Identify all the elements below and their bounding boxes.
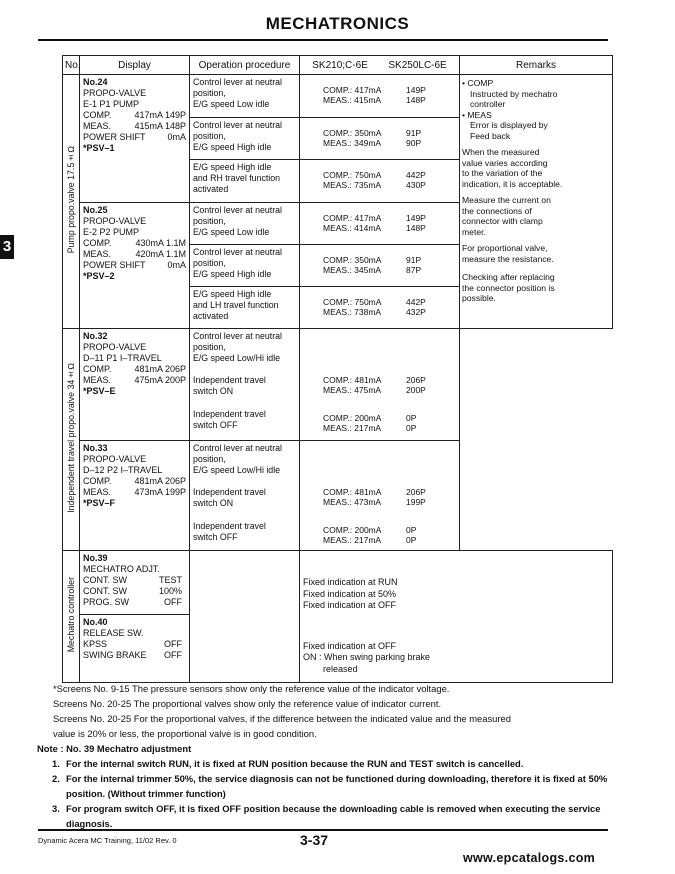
spec-table xyxy=(62,55,613,683)
col-display: Display xyxy=(80,56,190,75)
group-pump xyxy=(63,75,80,329)
footer-source: Dynamic Acera MC Training, 11/02 Rev. 0 xyxy=(38,836,177,845)
display-cell: No.24 PROPO-VALVE E-1 P1 PUMP COMP. 417mA 149P MEAS. 415mA 148P POWER SHIFT 0mA *PSV–1 xyxy=(80,75,190,203)
spec-cell: COMP.: 417mA 149P MEAS.: 414mA 148P xyxy=(300,203,460,245)
op-cell: Independent travel switch ON xyxy=(190,373,300,407)
op-cell: Control lever at neutral position, E/G speed High idle xyxy=(190,245,300,287)
spec-cell: COMP.: 750mA 442P MEAS.: 738mA 432P xyxy=(300,287,460,329)
table-row xyxy=(63,75,613,118)
col-sk250: SK250LC-6E xyxy=(388,59,447,71)
group-label: Mechatro controller xyxy=(65,577,76,653)
group-mechatro xyxy=(63,551,80,683)
col-no: No. xyxy=(63,56,80,75)
op-cell: Control lever at neutral position, E/G speed High idle xyxy=(190,118,300,160)
spec-cell: COMP.: 481mA 206P MEAS.: 473mA 199P COMP.: 200mA 0P MEAS.: 217mA 0P xyxy=(300,441,460,551)
col-operation: Operation procedure xyxy=(190,56,300,75)
op-cell xyxy=(190,551,300,683)
indication-cell: Fixed indication at RUN Fixed indication at 50% Fixed indication at OFF xyxy=(300,551,613,615)
op-cell: Independent travel switch OFF xyxy=(190,519,300,551)
chapter-tab: 3 xyxy=(0,235,14,259)
table-row xyxy=(63,329,613,373)
op-cell: E/G speed High idle and LH travel function activated xyxy=(190,287,300,329)
op-cell: Control lever at neutral position, E/G speed Low/Hi idle xyxy=(190,441,300,485)
op-cell: Independent travel switch ON xyxy=(190,485,300,519)
group-label: Pump propo.valve 17.5±Ω xyxy=(65,146,76,254)
op-cell: E/G speed High idle and RH travel function activated xyxy=(190,160,300,203)
page-title: MECHATRONICS xyxy=(265,14,410,33)
page-number: 3-37 xyxy=(300,832,329,848)
remarks-cell: • COMP Instructed by mechatro controller • MEAS Error is displayed by Feed back When the measured value varies according to the variation of the indication, it is acceptable. Measure the current on the connections of connector with clamp meter. For proportional valve, measure the resistance. Checking after replacing the connector position is possible. xyxy=(460,75,613,329)
group-label: Independent travel propo.valve 34±Ω xyxy=(65,363,76,513)
header-row xyxy=(63,56,613,75)
note-item: 2. For the internal trimmer 50%, the service diagnosis can not be functioned during downloading, therefore it is fixed at 50% position. (Without trimmer function) xyxy=(52,773,608,799)
display-cell: No.32 PROPO-VALVE D–11 P1 I–TRAVEL COMP. 481mA 206P MEAS. 475mA 200P *PSV–E xyxy=(80,329,190,441)
col-sk210: SK210;C-6E xyxy=(312,59,368,71)
indication-cell: Fixed indication at OFF ON : When swing parking brake released xyxy=(300,615,613,683)
note-item: 1. For the internal switch RUN, it is fixed at RUN position because the RUN and TEST switch is cancelled. xyxy=(52,758,524,769)
top-rule xyxy=(38,39,608,41)
display-cell: No.25 PROPO-VALVE E-2 P2 PUMP COMP. 430mA 1.1M MEAS. 420mA 1.1M POWER SHIFT 0mA *PSV–2 xyxy=(80,203,190,329)
op-cell: Control lever at neutral position, E/G speed Low idle xyxy=(190,203,300,245)
table-row xyxy=(63,551,613,615)
spec-cell: COMP.: 750mA 442P MEAS.: 735mA 430P xyxy=(300,160,460,203)
display-cell: No.39 MECHATRO ADJT. CONT. SW TEST CONT. SW 100% PROG. SW OFF xyxy=(80,551,190,615)
display-cell: No.40 RELEASE SW. KPSS OFF SWING BRAKE OFF xyxy=(80,615,190,683)
col-models xyxy=(300,56,460,75)
watermark: www.epcatalogs.com xyxy=(463,851,596,865)
spec-cell: COMP.: 350mA 91P MEAS.: 349mA 90P xyxy=(300,118,460,160)
spec-cell: COMP.: 417mA 149P MEAS.: 415mA 148P xyxy=(300,75,460,118)
note-heading: Note : No. 39 Mechatro adjustment xyxy=(37,743,192,754)
spec-cell: COMP.: 481mA 206P MEAS.: 475mA 200P COMP.: 200mA 0P MEAS.: 217mA 0P xyxy=(300,329,460,441)
spec-cell: COMP.: 350mA 91P MEAS.: 345mA 87P xyxy=(300,245,460,287)
col-remarks: Remarks xyxy=(460,56,613,75)
note-item: 3. For program switch OFF, it is fixed OFF position because the downloading cable is removed when executing the service diagnosis. xyxy=(52,803,601,829)
group-travel xyxy=(63,329,80,551)
table-row xyxy=(63,441,613,485)
bottom-rule xyxy=(38,829,608,831)
op-cell: Independent travel switch OFF xyxy=(190,407,300,441)
table-row xyxy=(63,615,613,683)
footnotes: *Screens No. 9-15 The pressure sensors show only the reference value of the indicator voltage. Screens No. 20-25 The proportional valves show only the reference value of indicator current. Screens No. 20-25 For the proportional valves, if the difference between the indicated value and the measured value is 20% or less, the proportional valve is in good condition. Note : No. 39 Mechatro adjustment 1. For the internal switch RUN, it is fixed at RUN position because the RUN and TEST switch is cancelled. 2. For the internal trimmer 50%, the service diagnosis can not be functioned during downloading, therefore it is fixed at 50% position. (Without trimmer function) 3. For program switch OFF, it is fixed OFF position because the downloading cable is removed when executing the service diagnosis. xyxy=(40,681,630,831)
op-cell: Control lever at neutral position, E/G speed Low idle xyxy=(190,75,300,118)
op-cell: Control lever at neutral position, E/G speed Low/Hi idle xyxy=(190,329,300,373)
display-cell: No.33 PROPO-VALVE D–12 P2 I–TRAVEL COMP. 481mA 206P MEAS. 473mA 199P *PSV–F xyxy=(80,441,190,551)
